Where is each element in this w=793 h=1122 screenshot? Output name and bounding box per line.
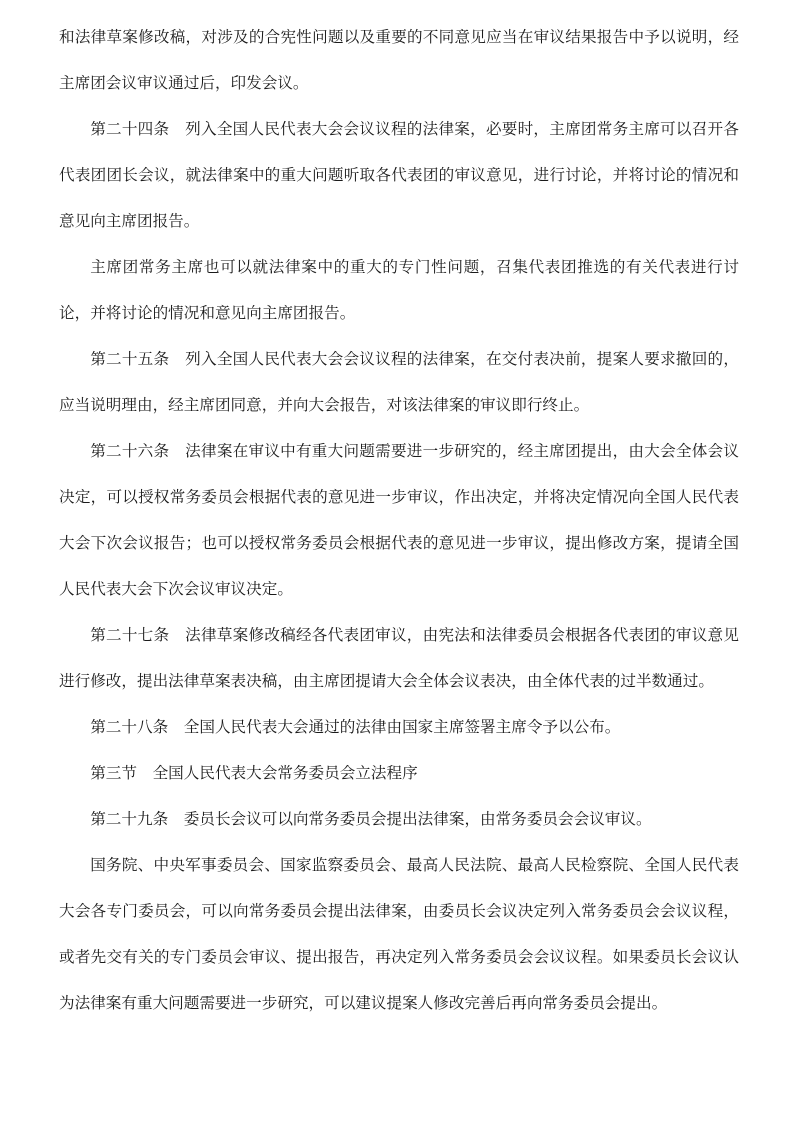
article-label: 第二十六条 bbox=[90, 442, 170, 460]
paragraph-text: 国务院、中央军事委员会、国家监察委员会、最高人民法院、最高人民检察院、全国人民代表大会各专门委员会，可以向常务委员会提出法律案，由委员长会议决定列入常务委员会会议议程，或者先交有关的专门委员会审议、提出报告，再决定列入常务委员会会议议程。如果委员长会议认为法律案有重大问题需要进一步研究，可以建议提案人修改完善后再向常务委员会提出。 bbox=[59, 856, 739, 1012]
paragraph-text: 列入全国人民代表大会会议议程的法律案，在交付表决前，提案人要求撤回的，应当说明理由，经主席团同意，并向大会报告，对该法律案的审议即行终止。 bbox=[59, 350, 739, 414]
article-24 bbox=[59, 106, 739, 244]
article-29-clause-2 bbox=[59, 842, 739, 1026]
paragraph-text: 法律草案修改稿经各代表团审议，由宪法和法律委员会根据各代表团的审议意见进行修改，提出法律草案表决稿，由主席团提请大会全体会议表决，由全体代表的过半数通过。 bbox=[59, 626, 739, 690]
article-label: 第二十五条 bbox=[90, 350, 170, 368]
article-label: 第二十七条 bbox=[90, 626, 170, 644]
paragraph-text: 和法律草案修改稿，对涉及的合宪性问题以及重要的不同意见应当在审议结果报告中予以说明，经主席团会议审议通过后，印发会议。 bbox=[59, 28, 739, 92]
article-26 bbox=[59, 428, 739, 612]
document-body bbox=[59, 14, 739, 1026]
article-27 bbox=[59, 612, 739, 704]
paragraph-continuation bbox=[59, 14, 739, 106]
article-24-clause-2 bbox=[59, 244, 739, 336]
article-28 bbox=[59, 704, 739, 750]
paragraph-text: 法律案在审议中有重大问题需要进一步研究的，经主席团提出，由大会全体会议决定，可以授权常务委员会根据代表的意见进一步审议，作出决定，并将决定情况向全国人民代表大会下次会议报告；也可以授权常务委员会根据代表的意见进一步审议，提出修改方案，提请全国人民代表大会下次会议审议决定。 bbox=[59, 442, 739, 598]
article-25 bbox=[59, 336, 739, 428]
section-title: 全国人民代表大会常务委员会立法程序 bbox=[152, 764, 418, 782]
paragraph-text: 全国人民代表大会通过的法律由国家主席签署主席令予以公布。 bbox=[183, 718, 621, 736]
section-heading bbox=[59, 750, 739, 796]
paragraph-text: 列入全国人民代表大会会议议程的法律案，必要时，主席团常务主席可以召开各代表团团长会议，就法律案中的重大问题听取各代表团的审议意见，进行讨论，并将讨论的情况和意见向主席团报告。 bbox=[59, 120, 739, 230]
paragraph-text: 主席团常务主席也可以就法律案中的重大的专门性问题，召集代表团推选的有关代表进行讨论，并将讨论的情况和意见向主席团报告。 bbox=[59, 258, 739, 322]
section-label: 第三节 bbox=[90, 764, 137, 782]
article-29 bbox=[59, 796, 739, 842]
paragraph-text: 委员长会议可以向常务委员会提出法律案，由常务委员会会议审议。 bbox=[183, 810, 652, 828]
article-label: 第二十八条 bbox=[90, 718, 169, 736]
article-label: 第二十九条 bbox=[90, 810, 169, 828]
article-label: 第二十四条 bbox=[90, 120, 170, 138]
